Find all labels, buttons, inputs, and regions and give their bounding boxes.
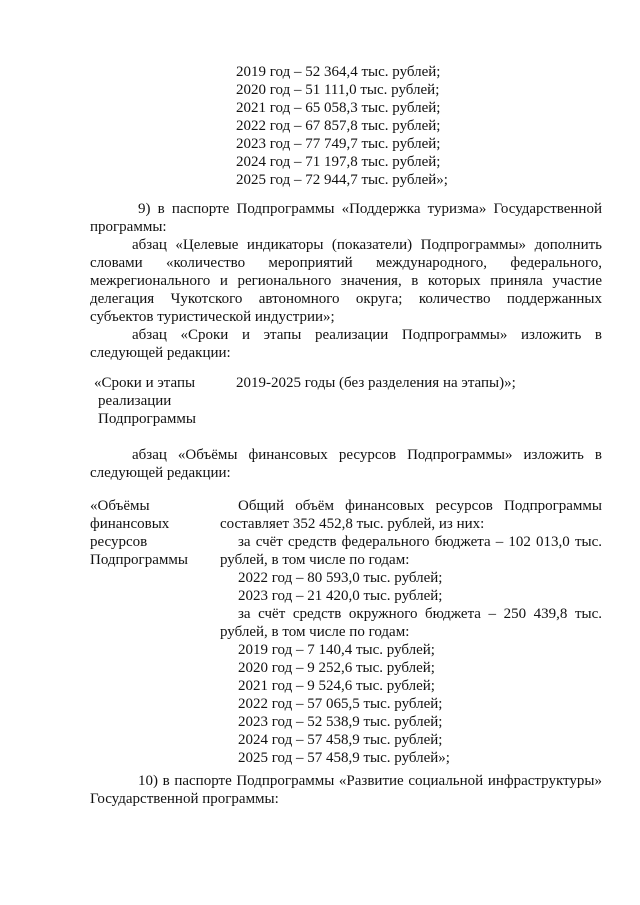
terms-label-line: «Сроки и этапы bbox=[94, 375, 196, 391]
volumes-okrug: за счёт средств окружного бюджета – 250 439,8 тыс. рублей, в том числе по годам: bbox=[220, 606, 602, 640]
volumes-label bbox=[90, 497, 210, 569]
volumes-value bbox=[220, 497, 602, 767]
abzac-indicators-paragraph: абзац «Целевые индикаторы (показатели) Подпрограммы» дополнить словами «количество мероприятий международного, федерального, межрегионального и регионального значения, в которых приняла участие делегация Чукотского автономного округа; количество поддержанных субъектов туристической индустрии»; bbox=[90, 237, 602, 325]
volumes-federal: за счёт средств федерального бюджета – 102 013,0 тыс. рублей, в том числе по годам: bbox=[220, 534, 602, 568]
list-item: 2023 год – 77 749,7 тыс. рублей; bbox=[236, 136, 441, 152]
list-item: 2025 год – 72 944,7 тыс. рублей»; bbox=[236, 172, 448, 188]
list-item: 2021 год – 65 058,3 тыс. рублей; bbox=[236, 100, 441, 116]
federal-year-item: 2022 год – 80 593,0 тыс. рублей; bbox=[238, 570, 443, 586]
okrug-year-item: 2019 год – 7 140,4 тыс. рублей; bbox=[238, 642, 435, 658]
okrug-year-item: 2024 год – 57 458,9 тыс. рублей; bbox=[238, 732, 443, 748]
okrug-year-item: 2023 год – 52 538,9 тыс. рублей; bbox=[238, 714, 443, 730]
federal-year-item: 2023 год – 21 420,0 тыс. рублей; bbox=[238, 588, 443, 604]
volumes-label-line: Подпрограммы bbox=[90, 552, 188, 568]
volumes-label-line: «Объёмы bbox=[90, 498, 150, 514]
terms-label-line: Подпрограммы bbox=[98, 411, 196, 427]
terms-label-line: реализации bbox=[98, 393, 172, 409]
okrug-year-item: 2020 год – 9 252,6 тыс. рублей; bbox=[238, 660, 435, 676]
volumes-label-line: финансовых bbox=[90, 516, 170, 532]
list-item: 2020 год – 51 111,0 тыс. рублей; bbox=[236, 82, 440, 98]
abzac-volumes-paragraph: абзац «Объёмы финансовых ресурсов Подпрограммы» изложить в следующей редакции: bbox=[90, 447, 602, 481]
item-9-paragraph: 9) в паспорте Подпрограммы «Поддержка туризма» Государственной программы: bbox=[90, 201, 602, 235]
list-item: 2022 год – 67 857,8 тыс. рублей; bbox=[236, 118, 441, 134]
volumes-total: Общий объём финансовых ресурсов Подпрограммы составляет 352 452,8 тыс. рублей, из них: bbox=[220, 498, 602, 532]
okrug-year-item: 2025 год – 57 458,9 тыс. рублей»; bbox=[238, 750, 450, 766]
volumes-table bbox=[90, 497, 602, 766]
volumes-label-line: ресурсов bbox=[90, 534, 148, 550]
okrug-year-item: 2021 год – 9 524,6 тыс. рублей; bbox=[238, 678, 435, 694]
list-item: 2024 год – 71 197,8 тыс. рублей; bbox=[236, 154, 441, 170]
terms-table bbox=[90, 374, 602, 428]
item-10-paragraph: 10) в паспорте Подпрограммы «Развитие социальной инфраструктуры» Государственной программы: bbox=[90, 773, 602, 807]
top-year-list bbox=[236, 63, 448, 189]
terms-label bbox=[94, 374, 214, 428]
terms-value: 2019-2025 годы (без разделения на этапы)»; bbox=[236, 375, 516, 391]
okrug-year-item: 2022 год – 57 065,5 тыс. рублей; bbox=[238, 696, 443, 712]
list-item: 2019 год – 52 364,4 тыс. рублей; bbox=[236, 64, 441, 80]
abzac-terms-paragraph: абзац «Сроки и этапы реализации Подпрограммы» изложить в следующей редакции: bbox=[90, 327, 602, 361]
